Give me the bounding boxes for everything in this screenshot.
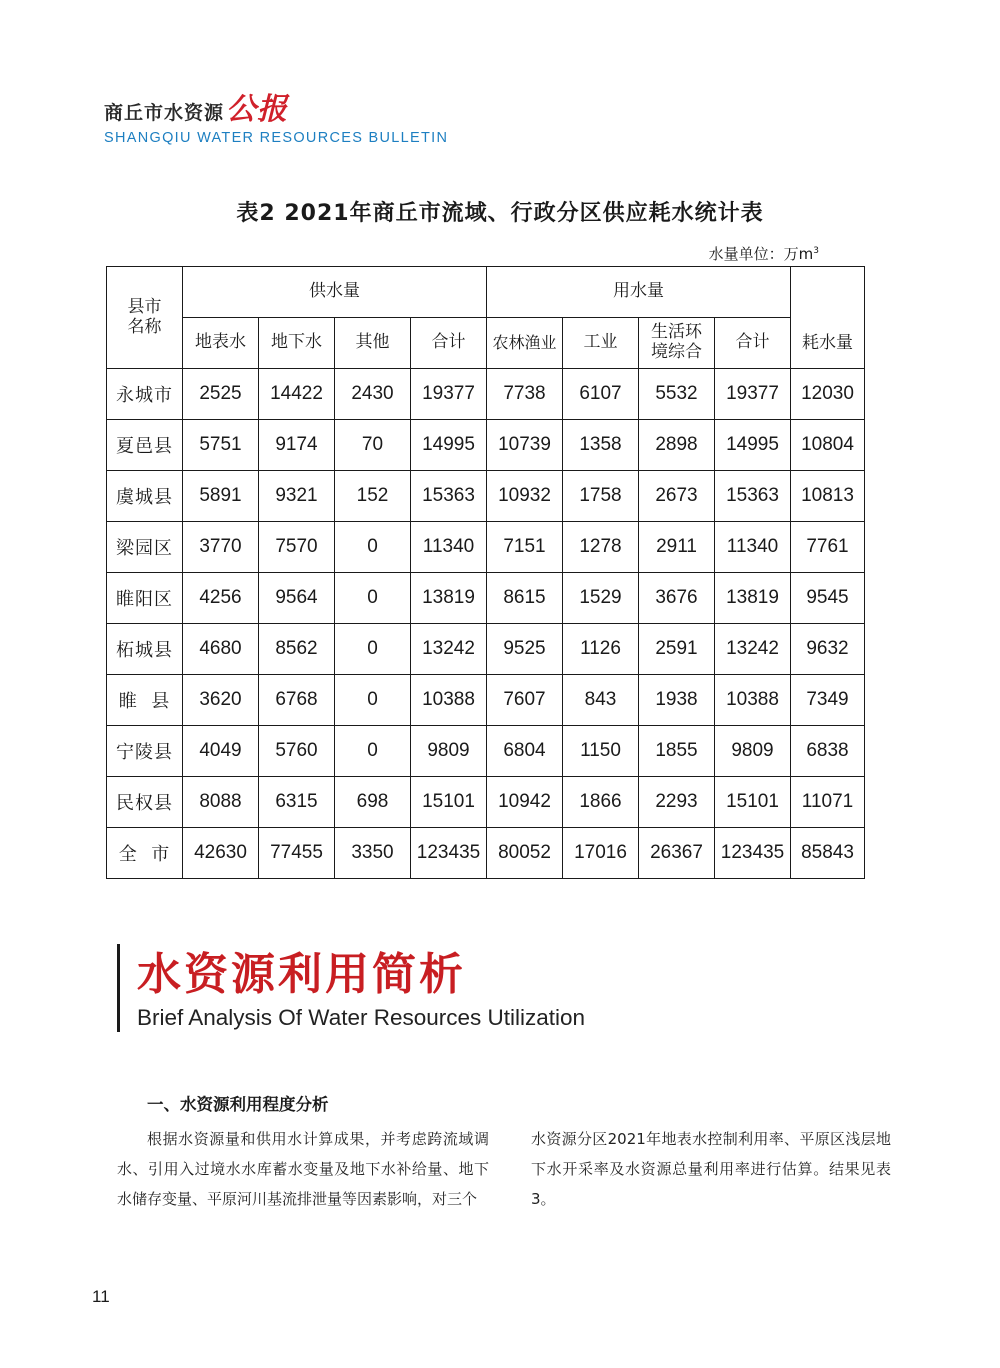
section-title-en: Brief Analysis Of Water Resources Utilization	[137, 1005, 586, 1030]
use-col-total: 合计	[715, 318, 791, 369]
value-cell: 4680	[183, 624, 259, 675]
use-col-industry: 工业	[563, 318, 639, 369]
table-row	[107, 471, 865, 522]
value-cell: 5891	[183, 471, 259, 522]
value-cell: 7607	[487, 675, 563, 726]
value-cell: 15363	[411, 471, 487, 522]
value-cell: 9809	[411, 726, 487, 777]
water-statistics-table	[106, 266, 865, 879]
value-cell: 2673	[639, 471, 715, 522]
value-cell: 7151	[487, 522, 563, 573]
value-cell: 0	[335, 573, 411, 624]
value-cell: 85843	[791, 828, 865, 879]
value-cell: 9564	[259, 573, 335, 624]
table-row	[107, 624, 865, 675]
value-cell: 19377	[715, 369, 791, 420]
value-cell: 15363	[715, 471, 791, 522]
table-body	[107, 369, 865, 879]
value-cell: 26367	[639, 828, 715, 879]
value-cell: 13242	[715, 624, 791, 675]
table-title: 表2 2021年商丘市流域、行政分区供应耗水统计表	[236, 201, 764, 226]
table-row	[107, 675, 865, 726]
value-cell: 123435	[411, 828, 487, 879]
page-number: 11	[92, 1287, 110, 1306]
value-cell: 9545	[791, 573, 865, 624]
table-row	[107, 420, 865, 471]
value-cell: 2911	[639, 522, 715, 573]
use-col-domestic-line1: 生活环	[651, 322, 702, 343]
value-cell: 13242	[411, 624, 487, 675]
paragraph-right: 水资源分区2021年地表水控制利用率、平原区浅层地下水开采率及水资源总量利用率进行估算。结果见表3。	[531, 1130, 891, 1208]
value-cell: 19377	[411, 369, 487, 420]
supply-col-total: 合计	[411, 318, 487, 369]
value-cell: 1938	[639, 675, 715, 726]
county-name-cell: 全 市	[107, 828, 183, 879]
paragraph-left: 根据水资源量和供用水计算成果，并考虑跨流域调水、引用入过境水水库蓄水变量及地下水补给量、地下水储存变量、平原河川基流排泄量等因素影响，对三个	[117, 1130, 489, 1208]
bulletin-title-en: SHANGQIU WATER RESOURCES BULLETIN	[104, 130, 449, 146]
value-cell: 11071	[791, 777, 865, 828]
county-name-cell: 睢阳区	[107, 573, 183, 624]
consumption-header: 耗水量	[791, 267, 865, 369]
value-cell: 2430	[335, 369, 411, 420]
value-cell: 1358	[563, 420, 639, 471]
table-row	[107, 828, 865, 879]
value-cell: 9525	[487, 624, 563, 675]
masthead	[104, 84, 448, 146]
value-cell: 4049	[183, 726, 259, 777]
county-name-cell: 柘城县	[107, 624, 183, 675]
supply-col-ground: 地下水	[259, 318, 335, 369]
value-cell: 8615	[487, 573, 563, 624]
value-cell: 15101	[715, 777, 791, 828]
value-cell: 1150	[563, 726, 639, 777]
value-cell: 11340	[715, 522, 791, 573]
value-cell: 70	[335, 420, 411, 471]
value-cell: 0	[335, 675, 411, 726]
table-row	[107, 369, 865, 420]
value-cell: 10739	[487, 420, 563, 471]
value-cell: 42630	[183, 828, 259, 879]
use-col-domestic-line2: 境综合	[651, 342, 702, 362]
value-cell: 1855	[639, 726, 715, 777]
value-cell: 10932	[487, 471, 563, 522]
value-cell: 5532	[639, 369, 715, 420]
value-cell: 9174	[259, 420, 335, 471]
value-cell: 2898	[639, 420, 715, 471]
value-cell: 9321	[259, 471, 335, 522]
supply-col-surface: 地表水	[183, 318, 259, 369]
table-row	[107, 726, 865, 777]
county-header-line1: 县市	[127, 296, 162, 317]
value-cell: 3676	[639, 573, 715, 624]
value-cell: 8562	[259, 624, 335, 675]
use-group-header: 用水量	[487, 267, 791, 318]
value-cell: 13819	[715, 573, 791, 624]
value-cell: 15101	[411, 777, 487, 828]
value-cell: 2525	[183, 369, 259, 420]
unit-text: 水量单位：万m	[708, 245, 814, 263]
value-cell: 5751	[183, 420, 259, 471]
value-cell: 3770	[183, 522, 259, 573]
value-cell: 6107	[563, 369, 639, 420]
supply-group-header: 供水量	[183, 267, 487, 318]
county-header	[107, 267, 183, 369]
value-cell: 12030	[791, 369, 865, 420]
value-cell: 10942	[487, 777, 563, 828]
value-cell: 17016	[563, 828, 639, 879]
header-row-2	[107, 318, 865, 369]
county-name-cell: 永城市	[107, 369, 183, 420]
value-cell: 8088	[183, 777, 259, 828]
table-row	[107, 777, 865, 828]
table-row	[107, 522, 865, 573]
value-cell: 10388	[715, 675, 791, 726]
value-cell: 1529	[563, 573, 639, 624]
value-cell: 3620	[183, 675, 259, 726]
value-cell: 7738	[487, 369, 563, 420]
supply-col-other: 其他	[335, 318, 411, 369]
unit-superscript: 3	[813, 246, 819, 256]
subheading: 一、水资源利用程度分析	[147, 1095, 329, 1114]
value-cell: 1278	[563, 522, 639, 573]
value-cell: 14422	[259, 369, 335, 420]
value-cell: 1126	[563, 624, 639, 675]
use-col-agriculture: 农林渔业	[487, 318, 563, 369]
value-cell: 14995	[715, 420, 791, 471]
use-col-domestic	[639, 318, 715, 369]
value-cell: 0	[335, 624, 411, 675]
section-accent-bar	[117, 944, 120, 1032]
value-cell: 2591	[639, 624, 715, 675]
county-name-cell: 梁园区	[107, 522, 183, 573]
value-cell: 9632	[791, 624, 865, 675]
county-name-cell: 民权县	[107, 777, 183, 828]
value-cell: 152	[335, 471, 411, 522]
value-cell: 7570	[259, 522, 335, 573]
county-name-cell: 夏邑县	[107, 420, 183, 471]
value-cell: 2293	[639, 777, 715, 828]
county-name-cell: 宁陵县	[107, 726, 183, 777]
county-header-line2: 名称	[127, 316, 162, 337]
value-cell: 7349	[791, 675, 865, 726]
county-name-cell: 虞城县	[107, 471, 183, 522]
value-cell: 843	[563, 675, 639, 726]
value-cell: 3350	[335, 828, 411, 879]
value-cell: 698	[335, 777, 411, 828]
bulletin-title-text: 商丘市水资源	[104, 102, 225, 124]
value-cell: 10813	[791, 471, 865, 522]
value-cell: 11340	[411, 522, 487, 573]
bulletin-title-cn	[104, 84, 448, 128]
value-cell: 10388	[411, 675, 487, 726]
unit-label	[709, 243, 819, 264]
value-cell: 6838	[791, 726, 865, 777]
value-cell: 6768	[259, 675, 335, 726]
value-cell: 6804	[487, 726, 563, 777]
value-cell: 9809	[715, 726, 791, 777]
value-cell: 1866	[563, 777, 639, 828]
value-cell: 80052	[487, 828, 563, 879]
value-cell: 123435	[715, 828, 791, 879]
table-row	[107, 573, 865, 624]
county-name-cell: 睢 县	[107, 675, 183, 726]
value-cell: 0	[335, 522, 411, 573]
header-row-1	[107, 267, 865, 318]
value-cell: 0	[335, 726, 411, 777]
section-title-cn: 水资源利用简析	[137, 949, 466, 1000]
value-cell: 5760	[259, 726, 335, 777]
value-cell: 10804	[791, 420, 865, 471]
bulletin-logo-gongbao: 公报	[226, 92, 289, 127]
value-cell: 77455	[259, 828, 335, 879]
value-cell: 14995	[411, 420, 487, 471]
value-cell: 7761	[791, 522, 865, 573]
value-cell: 6315	[259, 777, 335, 828]
value-cell: 4256	[183, 573, 259, 624]
value-cell: 1758	[563, 471, 639, 522]
value-cell: 13819	[411, 573, 487, 624]
